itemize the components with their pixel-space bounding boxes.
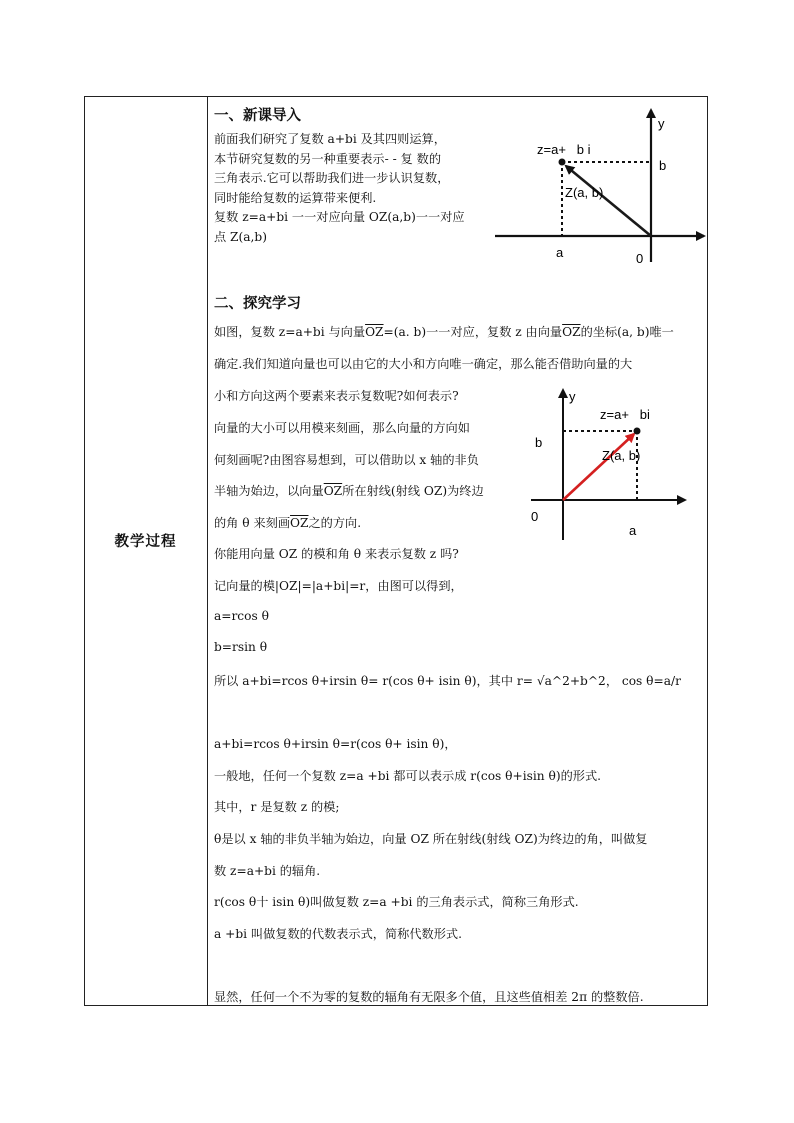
vector-oz (563, 434, 634, 500)
a-label: a (556, 245, 564, 260)
conclusion-line: 显然，任何一个不为零的复数的辐角有无限多个值，且这些值相差 2π 的整数倍. (214, 990, 644, 1004)
text-run: 半轴为始边，以向量 (214, 484, 324, 498)
formula-line: a+bi=rcos θ+irsin θ=r(cos θ+ isin θ)， (214, 737, 457, 751)
explore-line: 其中，r 是复数 z 的模; (214, 800, 340, 814)
intro-line: 三角表示.它可以帮助我们进一步认识复数， (214, 171, 450, 185)
section-title-explore: 二、探究学习 (214, 296, 301, 312)
y-axis-label: y (569, 389, 576, 404)
text-run: 的角 θ 来刻画 (214, 516, 291, 530)
vector-oz (566, 166, 651, 236)
b-label: b (659, 158, 667, 173)
y-axis-label: y (658, 116, 665, 131)
table-column-divider (207, 96, 208, 1006)
vector-oz-notation: $\overline{OZ}$ (323, 484, 343, 498)
intro-line: 同时能给复数的运算带来便利. (214, 190, 377, 205)
explore-line: 一般地，任何一个复数 z=a +bi 都可以表示成 r(cos θ+isin θ)的形式. (214, 769, 602, 783)
text-run: =(a. b)一一对应，复数 z 由向量 (383, 325, 563, 339)
explore-line (214, 514, 361, 531)
explore-line (214, 323, 674, 340)
vector-oz-notation: $\overline{OZ}$ (290, 516, 309, 530)
text-run: 所在射线(射线 OZ)为终边 (342, 484, 484, 498)
text-run: 的坐标(a, b)唯一 (580, 325, 674, 339)
explore-line: 记向量的模|OZ|=|a+bi|=r，由图可以得到， (214, 579, 463, 593)
explore-line: 数 z=a+bi 的辐角. (214, 864, 321, 878)
text-run: 如图，复数 z=a+bi 与向量 (214, 325, 366, 339)
formula-line: 所以 a+bi=rcos θ+irsin θ= r(cos θ+ isin θ)，其中 r= √a^2+b^2， cos θ=a/r (214, 674, 681, 688)
explore-line: θ是以 x 轴的非负半轴为始边，向量 OZ 所在射线(射线 OZ)为终边的角，叫做复 (214, 832, 648, 846)
vector-oz-notation: $\overline{OZ}$ (365, 325, 384, 339)
explore-line: 小和方向这两个要素来表示复数呢?如何表示? (214, 389, 459, 403)
formula-line: a=rcos θ (214, 609, 269, 623)
b-label: b (535, 435, 543, 450)
explore-line: a +bi 叫做复数的代数表示式，简称代数形式. (214, 927, 462, 941)
explore-line: 向量的大小可以用模来刻画，那么向量的方向如 (214, 421, 470, 435)
point-label: Z(a, b) (565, 185, 604, 200)
intro-line: 本节研究复数的另一种重要表示- - 复 数的 (214, 151, 442, 166)
origin-label: 0 (531, 509, 539, 524)
intro-paragraph (214, 130, 494, 247)
a-label: a (629, 523, 637, 538)
explore-line: 你能用向量 OZ 的模和角 θ 来表示复数 z 吗? (214, 547, 459, 561)
explore-line: 何刻画呢?由图容易想到，可以借助以 x 轴的非负 (214, 453, 479, 467)
origin-label: 0 (636, 251, 644, 266)
point-label: Z(a, b) (602, 448, 641, 463)
explore-line: r(cos θ十 isin θ)叫做复数 z=a +bi 的三角表示式，简称三角形式. (214, 895, 579, 909)
equation-label: z=a+ b i (537, 142, 591, 157)
text-run: 之的方向. (308, 516, 362, 530)
formula-line: b=rsin θ (214, 640, 268, 654)
point-z (634, 428, 641, 435)
explore-line (214, 482, 484, 499)
equation-label: z=a+ bi (600, 407, 650, 422)
complex-plane-figure-1 (490, 100, 710, 270)
complex-plane-figure-2 (525, 385, 695, 545)
point-z (559, 159, 566, 166)
vector-oz-notation: $\overline{OZ}$ (562, 325, 581, 339)
section-title-intro: 一、新课导入 (214, 108, 301, 124)
intro-line: 点 Z(a,b) (214, 229, 267, 244)
row-label-teaching-process: 教学过程 (114, 534, 177, 550)
intro-line: 复数 z=a+bi 一一对应向量 OZ(a,b)一一对应 (214, 210, 465, 224)
intro-line: 前面我们研究了复数 a+bi 及其四则运算， (214, 132, 446, 146)
explore-line: 确定.我们知道向量也可以由它的大小和方向唯一确定，那么能否借助向量的大 (214, 357, 633, 371)
